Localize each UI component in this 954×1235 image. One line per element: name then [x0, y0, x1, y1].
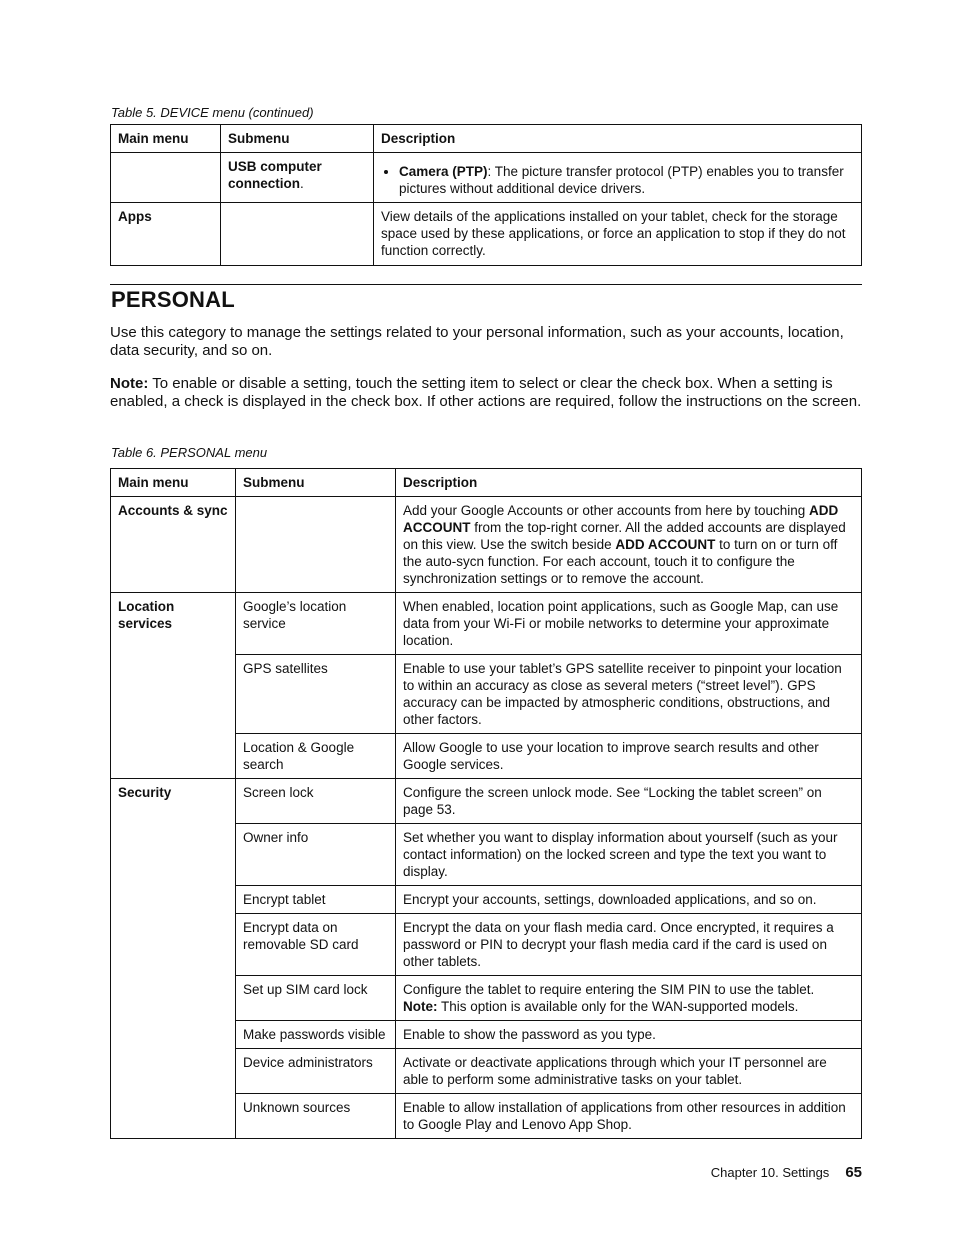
usb-submenu-label: USB computer connection [228, 159, 322, 191]
security-main-cell: Security [111, 779, 236, 1139]
security-submenu-cell: Set up SIM card lock [236, 976, 396, 1021]
location-description-cell: Allow Google to use your location to improve search results and other Google services. [396, 734, 862, 779]
security-description-cell: Enable to allow installation of applications from other resources in addition to Google Play and Lenovo App Shop. [396, 1094, 862, 1139]
accounts-desc-part: from the top-right corner. All the added accounts are displayed on this view. Use the switch beside [403, 520, 846, 552]
table-header-row [111, 125, 862, 153]
sim-lock-desc: Configure the tablet to require entering the SIM PIN to use the tablet. [403, 982, 815, 997]
location-description-cell: Enable to use your tablet’s GPS satellite receiver to pinpoint your location to within an accuracy as close as several meters (“street level”). GPS accuracy can be impacted by atmospheric conditions, obstructions, and other factors. [396, 655, 862, 734]
apps-description-cell: View details of the applications installed on your tablet, check for the storage space used by these applications, or force an application to stop if they do not function correctly. [374, 203, 862, 266]
sim-note-text: This option is available only for the WAN-supported models. [437, 999, 799, 1014]
location-submenu-cell: Location & Google search [236, 734, 396, 779]
header-description: Description [396, 469, 862, 497]
location-submenu-cell: GPS satellites [236, 655, 396, 734]
accounts-desc-part: Add your Google Accounts or other accounts from here by touching [403, 503, 809, 518]
add-account-label: ADD ACCOUNT [403, 503, 839, 535]
location-main-cell: Location services [111, 593, 236, 779]
chapter-label: Chapter 10. Settings [710, 1165, 830, 1180]
header-submenu: Submenu [236, 469, 396, 497]
security-description-cell: Encrypt the data on your flash media card. Once encrypted, it requires a password or PIN to decrypt your flash media card if the card is used on other tablets. [396, 914, 862, 976]
section-intro: Use this category to manage the settings related to your personal information, such as your accounts, location, data security, and so on. [110, 324, 844, 359]
page-footer [711, 1164, 862, 1181]
security-submenu-cell: Owner info [236, 824, 396, 886]
accounts-desc-part: to turn on or turn off the auto-sycn function. For each account, touch it to configure the synchronization settings or to remove the account. [403, 537, 838, 586]
note-text: To enable or disable a setting, touch the setting item to select or clear the check box. When a setting is enabled, a check is displayed in the check box. If other actions are required, follow the instructions on the screen. [110, 375, 862, 410]
security-description-cell: Activate or deactivate applications through which your IT personnel are able to perform some administrative tasks on your tablet. [396, 1049, 862, 1094]
sim-note-label: Note: [403, 999, 438, 1014]
table-row [111, 779, 862, 824]
accounts-main-cell: Accounts & sync [111, 497, 236, 593]
table6-caption: Table 6. PERSONAL menu [111, 445, 268, 460]
note-label: Note: [110, 375, 149, 392]
security-description-cell [396, 976, 862, 1021]
security-submenu-cell: Encrypt tablet [236, 886, 396, 914]
section-note [110, 375, 862, 410]
apps-main-cell: Apps [111, 203, 221, 266]
table5-caption: Table 5. DEVICE menu (continued) [111, 105, 314, 120]
section-title: PERSONAL [111, 287, 235, 312]
usb-submenu-suffix: . [300, 176, 304, 191]
camera-ptp-label: Camera (PTP) [399, 164, 488, 179]
add-account-label: ADD ACCOUNT [615, 537, 716, 552]
usb-description-cell [374, 153, 862, 203]
apps-submenu-cell [221, 203, 374, 266]
security-description-cell: Set whether you want to display information about yourself (such as your contact information) on the locked screen and type the text you want to display. [396, 824, 862, 886]
table-row [111, 497, 862, 593]
security-description-cell: Configure the screen unlock mode. See “Locking the tablet screen” on page 53. [396, 779, 862, 824]
location-description-cell: When enabled, location point applications, such as Google Map, can use data from your Wi-Fi or mobile networks to determine your approximate location. [396, 593, 862, 655]
table-row [111, 593, 862, 655]
location-submenu-cell: Google’s location service [236, 593, 396, 655]
table-row [111, 153, 862, 203]
security-description-cell: Enable to show the password as you type. [396, 1021, 862, 1049]
security-submenu-cell: Encrypt data on removable SD card [236, 914, 396, 976]
header-main-menu: Main menu [111, 125, 221, 153]
camera-ptp-text: : The picture transfer protocol (PTP) enables you to transfer pictures without additional device drivers. [399, 164, 844, 196]
accounts-description-cell [396, 497, 862, 593]
header-description: Description [374, 125, 862, 153]
section-rule [110, 284, 862, 285]
header-submenu: Submenu [221, 125, 374, 153]
security-description-cell: Encrypt your accounts, settings, downloaded applications, and so on. [396, 886, 862, 914]
security-submenu-cell: Device administrators [236, 1049, 396, 1094]
table-header-row [111, 469, 862, 497]
camera-ptp-bullet [399, 163, 854, 197]
security-submenu-cell: Screen lock [236, 779, 396, 824]
security-submenu-cell: Make passwords visible [236, 1021, 396, 1049]
accounts-submenu-cell [236, 497, 396, 593]
usb-submenu-cell [221, 153, 374, 203]
usb-main-cell [111, 153, 221, 203]
security-submenu-cell: Unknown sources [236, 1094, 396, 1139]
usb-bullet-list [381, 163, 854, 197]
table-row [111, 203, 862, 266]
header-main-menu: Main menu [111, 469, 236, 497]
page-number: 65 [845, 1164, 862, 1181]
device-menu-table [110, 124, 862, 266]
personal-menu-table [110, 468, 862, 1139]
